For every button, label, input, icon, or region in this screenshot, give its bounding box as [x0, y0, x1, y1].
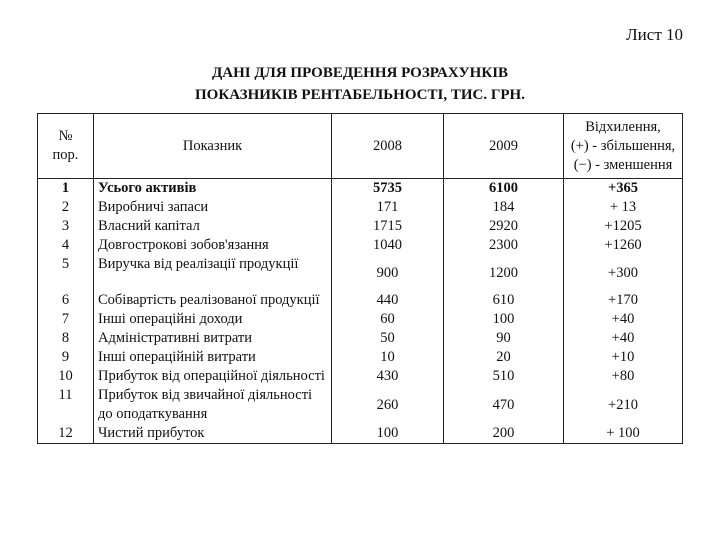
table-row — [38, 386, 683, 424]
table-row — [38, 291, 683, 310]
row-number: 2 — [38, 198, 94, 217]
row-deviation: +300 — [564, 255, 683, 291]
table-row — [38, 424, 683, 444]
row-indicator: Адміністративні витрати — [94, 329, 332, 348]
header-deviation — [564, 114, 683, 179]
row-deviation: +210 — [564, 386, 683, 424]
table-row — [38, 255, 683, 291]
header-indicator: Показник — [94, 114, 332, 179]
document-title — [0, 62, 720, 106]
row-number: 6 — [38, 291, 94, 310]
row-value-2008: 430 — [332, 367, 444, 386]
header-number — [38, 114, 94, 179]
table-row — [38, 198, 683, 217]
row-value-2008: 100 — [332, 424, 444, 444]
row-value-2009: 2300 — [444, 236, 564, 255]
row-value-2009: 184 — [444, 198, 564, 217]
row-deviation: +365 — [564, 179, 683, 199]
row-number: 12 — [38, 424, 94, 444]
row-value-2009: 610 — [444, 291, 564, 310]
row-value-2009: 20 — [444, 348, 564, 367]
row-deviation: +40 — [564, 329, 683, 348]
row-indicator: Інші операційні доходи — [94, 310, 332, 329]
header-deviation-line-2: (+) - збільшення, — [570, 137, 676, 154]
row-indicator: Власний капітал — [94, 217, 332, 236]
row-deviation: +1260 — [564, 236, 683, 255]
row-value-2009: 6100 — [444, 179, 564, 199]
header-row — [38, 114, 683, 179]
row-indicator: Довгострокові зобов'язання — [94, 236, 332, 255]
table-row — [38, 179, 683, 199]
header-year-2009: 2009 — [444, 114, 564, 179]
table-row — [38, 236, 683, 255]
row-deviation: +10 — [564, 348, 683, 367]
row-value-2008: 440 — [332, 291, 444, 310]
profitability-data-table — [37, 113, 683, 444]
row-value-2008: 5735 — [332, 179, 444, 199]
row-value-2009: 200 — [444, 424, 564, 444]
row-number: 8 — [38, 329, 94, 348]
row-deviation: + 100 — [564, 424, 683, 444]
table-row — [38, 367, 683, 386]
row-indicator: Інші операційній витрати — [94, 348, 332, 367]
row-deviation: +1205 — [564, 217, 683, 236]
sheet-label: Лист 10 — [626, 25, 683, 44]
row-value-2008: 1040 — [332, 236, 444, 255]
header-number-abbr: пор. — [52, 147, 79, 163]
row-deviation: +170 — [564, 291, 683, 310]
header-year-2008: 2008 — [332, 114, 444, 179]
row-value-2009: 2920 — [444, 217, 564, 236]
row-indicator: Собівартість реалізованої продукції — [94, 291, 332, 310]
row-value-2008: 900 — [332, 255, 444, 291]
row-deviation: +40 — [564, 310, 683, 329]
header-deviation-line-1: Відхилення, — [585, 118, 661, 135]
row-value-2008: 10 — [332, 348, 444, 367]
row-number: 3 — [38, 217, 94, 236]
row-number: 1 — [38, 179, 94, 199]
row-deviation: +80 — [564, 367, 683, 386]
row-value-2009: 1200 — [444, 255, 564, 291]
row-number: 4 — [38, 236, 94, 255]
row-value-2008: 50 — [332, 329, 444, 348]
row-number: 10 — [38, 367, 94, 386]
table-row — [38, 217, 683, 236]
row-value-2009: 90 — [444, 329, 564, 348]
row-indicator: Виручка від реалізації продукції — [94, 255, 332, 291]
title-line-2: ПОКАЗНИКІВ РЕНТАБЕЛЬНОСТІ, ТИС. ГРН. — [195, 87, 525, 103]
row-number: 9 — [38, 348, 94, 367]
row-value-2008: 1715 — [332, 217, 444, 236]
row-value-2008: 260 — [332, 386, 444, 424]
title-line-1: ДАНІ ДЛЯ ПРОВЕДЕННЯ РОЗРАХУНКІВ — [211, 65, 509, 81]
table-row — [38, 329, 683, 348]
row-indicator: Прибуток від операційної діяльності — [94, 367, 332, 386]
header-deviation-line-3: (−) - зменшення — [573, 156, 673, 173]
row-value-2008: 60 — [332, 310, 444, 329]
row-value-2009: 470 — [444, 386, 564, 424]
row-number: 11 — [38, 386, 94, 424]
row-indicator: Виробничі запаси — [94, 198, 332, 217]
row-value-2009: 100 — [444, 310, 564, 329]
table-row — [38, 310, 683, 329]
row-indicator: Усього активів — [94, 179, 332, 199]
header-number-symbol: № — [58, 128, 73, 144]
row-indicator: Чистий прибуток — [94, 424, 332, 444]
row-indicator: Прибуток від звичайної діяльності до оподаткування — [94, 386, 332, 424]
table-row — [38, 348, 683, 367]
row-deviation: + 13 — [564, 198, 683, 217]
row-value-2009: 510 — [444, 367, 564, 386]
row-value-2008: 171 — [332, 198, 444, 217]
row-number: 5 — [38, 255, 94, 291]
row-number: 7 — [38, 310, 94, 329]
